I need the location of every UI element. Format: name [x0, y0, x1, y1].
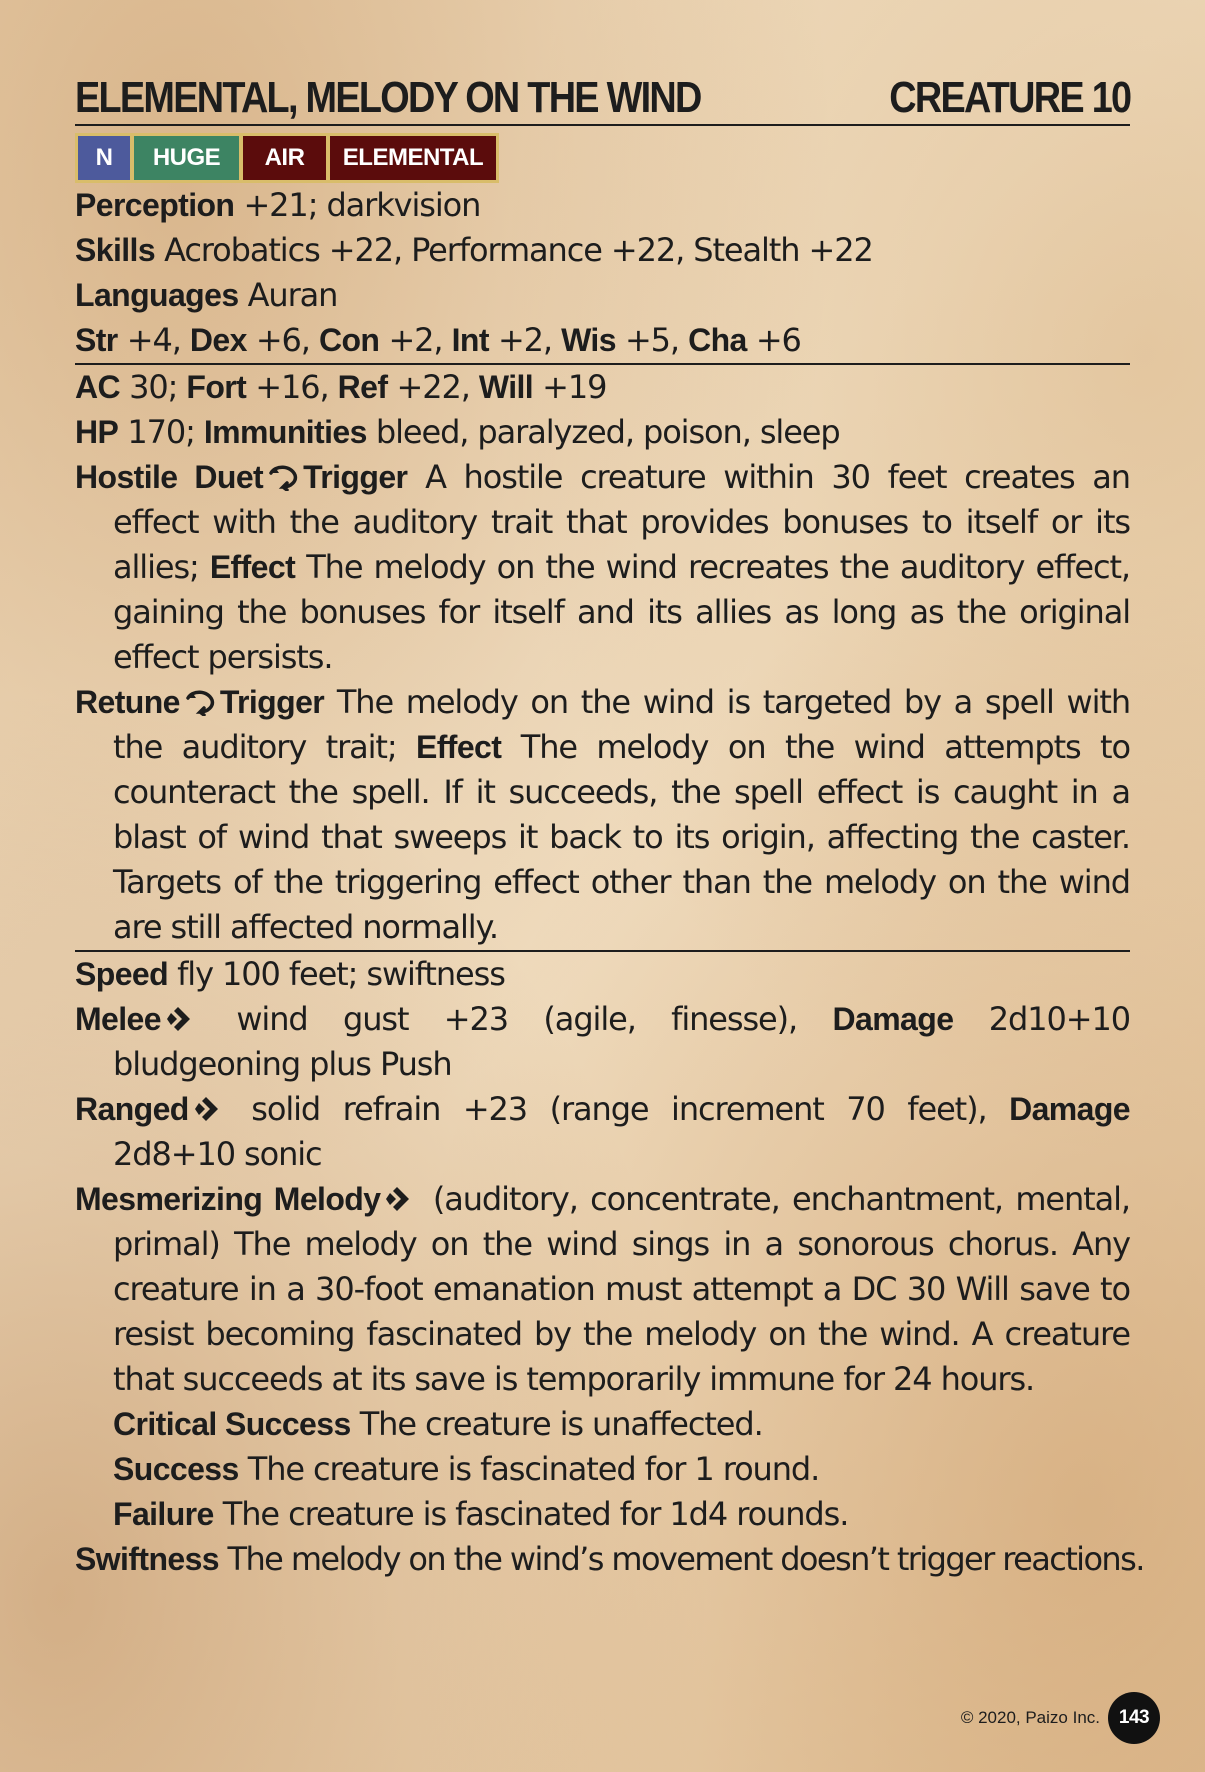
hp-line: HP 170; Immunities bleed, paralyzed, poison, sleep: [75, 413, 840, 451]
speed-line: Speed fly 100 feet; swiftness: [75, 950, 1130, 997]
creature-name: ELEMENTAL, MELODY ON THE WIND: [75, 73, 701, 122]
single-action-icon: [165, 1005, 197, 1033]
stat-block-body: [75, 183, 1144, 1582]
stat-block-header: [75, 72, 1130, 126]
reaction-icon: [184, 688, 216, 716]
trait-size: HUGE: [134, 136, 239, 180]
mesmerizing-melody-ability: Mesmerizing Melody (auditory, concentrate, enchantment, mental, primal) The melody on the wind sings in a sonorous chorus. Any creature in a 30-foot emanation must attempt a DC 30 Will save to resist becoming fascinated by the melody on the wind. A creature that succeeds at its save is temporarily immune for 24 hours.: [75, 1180, 1130, 1398]
failure-line: Failure The creature is fascinated for 1d4 rounds.: [113, 1495, 849, 1533]
melee-strike: Melee wind gust +23 (agile, finesse), Damage 2d10+10 bludgeoning plus Push: [75, 1000, 1131, 1083]
page-footer: [961, 1692, 1160, 1744]
swiftness-ability: Swiftness The melody on the wind’s movement doesn’t trigger reactions.: [75, 1540, 1144, 1578]
ranged-strike: Ranged solid refrain +23 (range increment 70 feet), Damage 2d8+10 sonic: [75, 1090, 1130, 1173]
creature-level: CREATURE 10: [888, 73, 1130, 122]
page-number: 143: [1108, 1692, 1160, 1744]
critical-success-line: Critical Success The creature is unaffected.: [113, 1405, 763, 1443]
single-action-icon: [193, 1095, 225, 1123]
stat-block: [75, 72, 1144, 1582]
trait-list: [75, 133, 499, 183]
languages-line: Languages Auran: [75, 276, 338, 314]
trait-alignment: N: [78, 136, 130, 180]
trait-elemental: ELEMENTAL: [330, 136, 496, 180]
success-line: Success The creature is fascinated for 1 round.: [113, 1450, 820, 1488]
perception-line: Perception +21; darkvision: [75, 186, 481, 224]
single-action-icon: [384, 1185, 416, 1213]
retune-ability: Retune Trigger The melody on the wind is targeted by a spell with the auditory trait; Effect The melody on the wind attempts to counteract the spell. If it succeeds, the spell effect is caught in a blast of wind that sweeps it back to its origin, affecting the caster. Targets of the triggering effect other than the melody on the wind are still affected normally.: [75, 683, 1130, 946]
reaction-icon: [267, 463, 299, 491]
ability-scores-line: Str +4, Dex +6, Con +2, Int +2, Wis +5, Cha +6: [75, 321, 801, 359]
skills-line: Skills Acrobatics +22, Performance +22, Stealth +22: [75, 231, 873, 269]
copyright-notice: © 2020, Paizo Inc.: [960, 1708, 1100, 1727]
defenses-line: AC 30; Fort +16, Ref +22, Will +19: [75, 363, 1130, 410]
hostile-duet-ability: Hostile Duet Trigger A hostile creature within 30 feet creates an effect with the auditory trait that provides bonuses to itself or its allies; Effect The melody on the wind recreates the auditory effect, gaining the bonuses for itself and its allies as long as the original effect persists.: [75, 458, 1130, 676]
trait-air: AIR: [243, 136, 326, 180]
